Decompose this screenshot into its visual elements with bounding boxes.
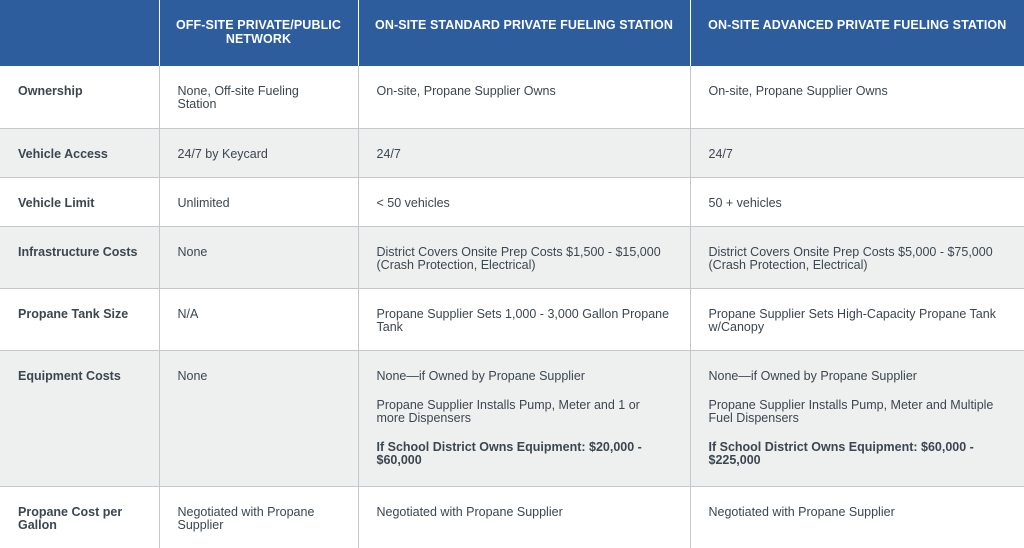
cell-standard: Propane Supplier Sets 1,000 - 3,000 Gallon Propane Tank — [358, 288, 690, 350]
table-row-ownership — [0, 66, 1024, 128]
cell-offsite: N/A — [159, 288, 358, 350]
cell-paragraph-bold: If School District Owns Equipment: $20,000 - $60,000 — [376, 439, 642, 467]
cell-advanced: Propane Supplier Sets High-Capacity Propane Tank w/Canopy — [690, 288, 1024, 350]
cell-standard: Negotiated with Propane Supplier — [358, 486, 690, 548]
cell-advanced: Negotiated with Propane Supplier — [690, 486, 1024, 548]
table-row-vehicle-access — [0, 128, 1024, 177]
cell-standard: On-site, Propane Supplier Owns — [358, 66, 690, 128]
table-row-propane-cost — [0, 486, 1024, 548]
row-label: Vehicle Limit — [0, 177, 159, 226]
table-header-row — [0, 0, 1024, 66]
row-label: Propane Tank Size — [0, 288, 159, 350]
cell-standard — [358, 350, 690, 486]
cell-advanced: On-site, Propane Supplier Owns — [690, 66, 1024, 128]
cell-paragraph: Propane Supplier Installs Pump, Meter and Multiple Fuel Dispensers — [708, 397, 994, 425]
table-row-propane-tank-size — [0, 288, 1024, 350]
cell-paragraph-bold: If School District Owns Equipment: $60,000 - $225,000 — [708, 439, 974, 467]
cell-advanced: 50 + vehicles — [690, 177, 1024, 226]
cell-advanced: District Covers Onsite Prep Costs $5,000 - $75,000 (Crash Protection, Electrical) — [690, 226, 1024, 288]
row-label: Ownership — [0, 66, 159, 128]
header-onsite-standard: ON-SITE STANDARD PRIVATE FUELING STATION — [358, 0, 690, 66]
cell-standard: District Covers Onsite Prep Costs $1,500 - $15,000 (Crash Protection, Electrical) — [358, 226, 690, 288]
table-row-infrastructure-costs — [0, 226, 1024, 288]
table-row-vehicle-limit — [0, 177, 1024, 226]
cell-offsite: Negotiated with Propane Supplier — [159, 486, 358, 548]
cell-paragraph: None—if Owned by Propane Supplier — [708, 368, 917, 383]
cell-offsite: 24/7 by Keycard — [159, 128, 358, 177]
row-label: Infrastructure Costs — [0, 226, 159, 288]
header-onsite-advanced: ON-SITE ADVANCED PRIVATE FUELING STATION — [690, 0, 1024, 66]
cell-standard: 24/7 — [358, 128, 690, 177]
cell-standard: < 50 vehicles — [358, 177, 690, 226]
cell-paragraph: Propane Supplier Installs Pump, Meter and 1 or more Dispensers — [376, 397, 640, 425]
table-row-equipment-costs — [0, 350, 1024, 486]
row-label: Vehicle Access — [0, 128, 159, 177]
cell-offsite: None — [159, 350, 358, 486]
cell-offsite: None, Off-site Fueling Station — [159, 66, 358, 128]
cell-offsite: None — [159, 226, 358, 288]
row-label: Equipment Costs — [0, 350, 159, 486]
cell-advanced: 24/7 — [690, 128, 1024, 177]
row-label: Propane Cost per Gallon — [0, 486, 159, 548]
cell-advanced — [690, 350, 1024, 486]
header-empty-cell — [0, 0, 159, 66]
header-offsite-network: OFF-SITE PRIVATE/PUBLIC NETWORK — [159, 0, 358, 66]
cell-offsite: Unlimited — [159, 177, 358, 226]
cell-paragraph: None—if Owned by Propane Supplier — [376, 368, 585, 383]
